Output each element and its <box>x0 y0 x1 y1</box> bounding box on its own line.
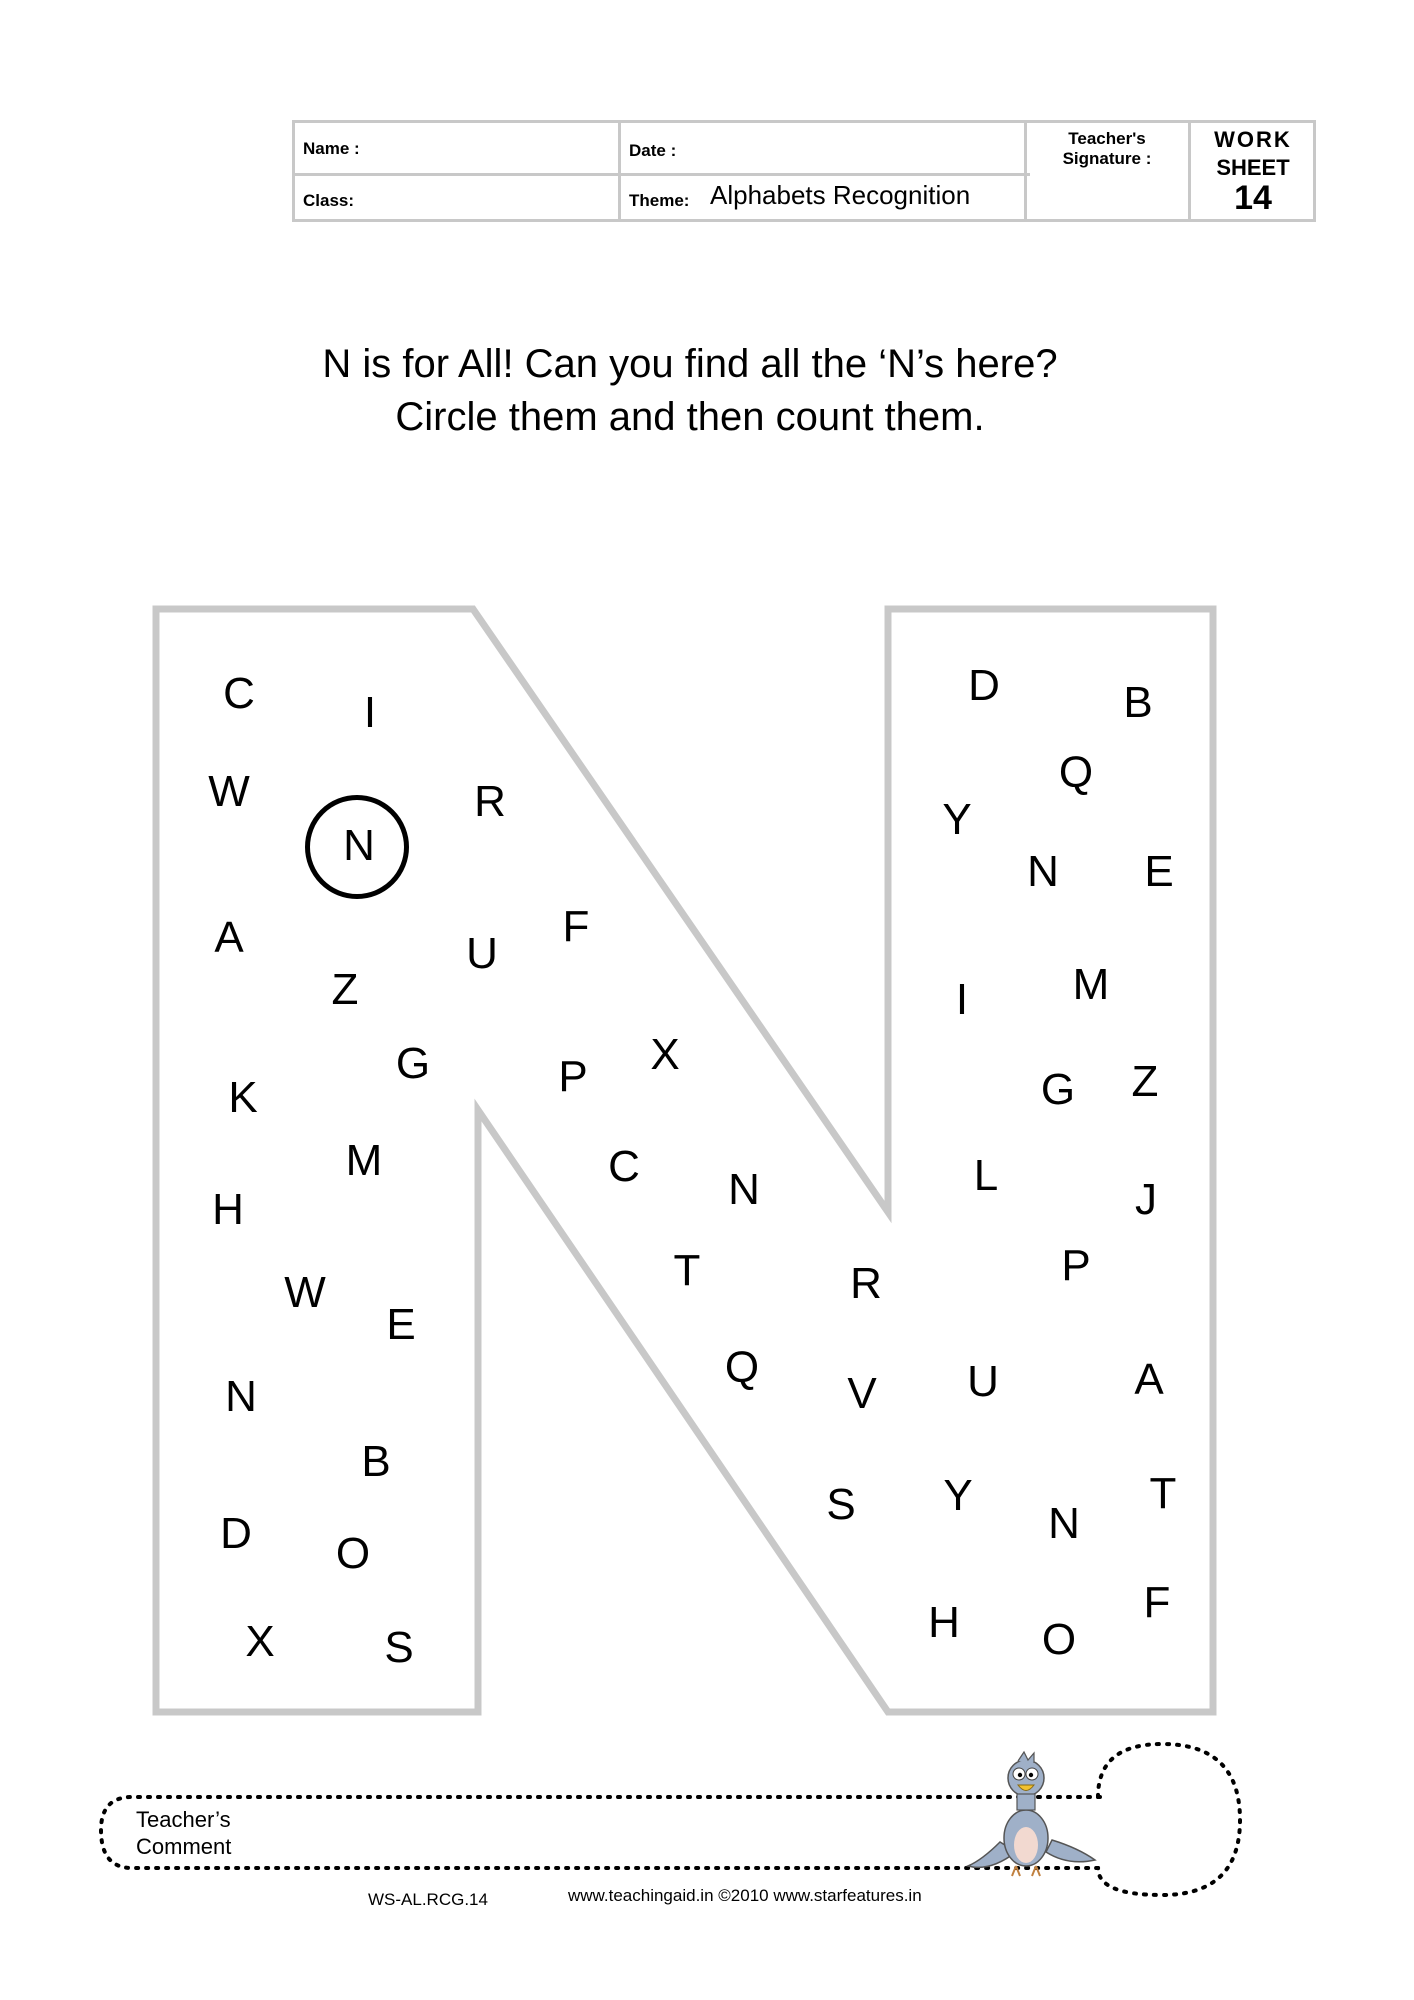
letter[interactable]: C <box>608 1142 640 1191</box>
letter[interactable]: W <box>208 767 250 816</box>
instruction-line-1: N is for All! Can you find all the ‘N’s here? <box>322 342 1058 386</box>
letter-circled[interactable]: N <box>343 821 375 870</box>
worksheet-code: WS-AL.RCG.14 <box>368 1890 488 1909</box>
letter[interactable]: A <box>1134 1355 1164 1404</box>
worksheet-number: 14 <box>1234 179 1272 217</box>
letter[interactable]: O <box>335 1529 371 1578</box>
teacher-comment-label <box>136 1806 231 1860</box>
letter[interactable]: V <box>847 1369 877 1418</box>
letter[interactable]: P <box>558 1052 588 1101</box>
letter[interactable]: Y <box>943 1471 973 1520</box>
letter[interactable]: N <box>1048 1499 1080 1548</box>
letter[interactable]: G <box>1040 1065 1076 1114</box>
letter[interactable]: W <box>284 1268 326 1317</box>
letter[interactable]: H <box>212 1185 244 1234</box>
worksheet-word-2: SHEET <box>1216 155 1290 180</box>
letter[interactable]: E <box>386 1300 416 1349</box>
letter[interactable]: T <box>1149 1469 1177 1518</box>
worksheet-word-1: WORK <box>1214 127 1292 152</box>
letter[interactable]: X <box>650 1030 680 1079</box>
letter[interactable]: Z <box>331 965 359 1014</box>
letter[interactable]: O <box>1041 1615 1077 1664</box>
letter[interactable]: F <box>1143 1578 1171 1627</box>
letter[interactable]: N <box>728 1165 760 1214</box>
letter[interactable]: U <box>466 929 498 978</box>
class-label: Class: <box>303 191 355 210</box>
letter[interactable]: D <box>968 661 1000 710</box>
letter[interactable]: S <box>826 1480 856 1529</box>
letter[interactable]: N <box>225 1372 257 1421</box>
teacher-signature-label: Teacher's Signature : <box>1062 129 1152 168</box>
letter[interactable]: S <box>384 1623 414 1672</box>
date-label: Date : <box>629 141 677 160</box>
letter[interactable]: Y <box>942 795 972 844</box>
letter[interactable]: I <box>955 975 969 1024</box>
letter[interactable]: U <box>967 1357 999 1406</box>
letter[interactable]: R <box>474 777 506 826</box>
teacher-comment-line-2: Comment <box>136 1834 232 1859</box>
theme-label: Theme: <box>629 191 690 210</box>
letter[interactable]: T <box>673 1246 701 1295</box>
letter[interactable]: C <box>223 669 255 718</box>
letter[interactable]: F <box>562 902 590 951</box>
letter[interactable]: G <box>395 1039 431 1088</box>
letter[interactable]: Q <box>724 1343 760 1392</box>
letter[interactable]: M <box>345 1136 383 1185</box>
teacher-comment-line-1: Teacher’s <box>136 1807 231 1832</box>
letter[interactable]: Q <box>1058 748 1094 797</box>
letter[interactable]: L <box>973 1151 999 1200</box>
letter[interactable]: H <box>928 1598 960 1647</box>
letter[interactable]: A <box>214 913 244 962</box>
footer-website: www.teachingaid.in ©2010 www.starfeatures.in <box>568 1886 922 1905</box>
letter[interactable]: R <box>850 1259 882 1308</box>
letter[interactable]: I <box>363 688 377 737</box>
instruction-line-2: Circle them and then count them. <box>395 395 985 439</box>
letter[interactable]: P <box>1061 1241 1091 1290</box>
letter[interactable]: B <box>1123 678 1153 727</box>
letter[interactable]: D <box>220 1509 252 1558</box>
bird-mascot-icon <box>968 1752 1095 1876</box>
theme-value: Alphabets Recognition <box>710 180 971 210</box>
letter[interactable]: K <box>228 1073 258 1122</box>
letter[interactable]: E <box>1144 847 1174 896</box>
letter[interactable]: N <box>1027 847 1059 896</box>
letter[interactable]: Z <box>1131 1057 1159 1106</box>
name-label: Name : <box>303 139 360 158</box>
letter[interactable]: M <box>1072 960 1110 1009</box>
letter[interactable]: B <box>361 1437 391 1486</box>
letter[interactable]: J <box>1135 1175 1157 1224</box>
letter[interactable]: X <box>245 1617 275 1666</box>
